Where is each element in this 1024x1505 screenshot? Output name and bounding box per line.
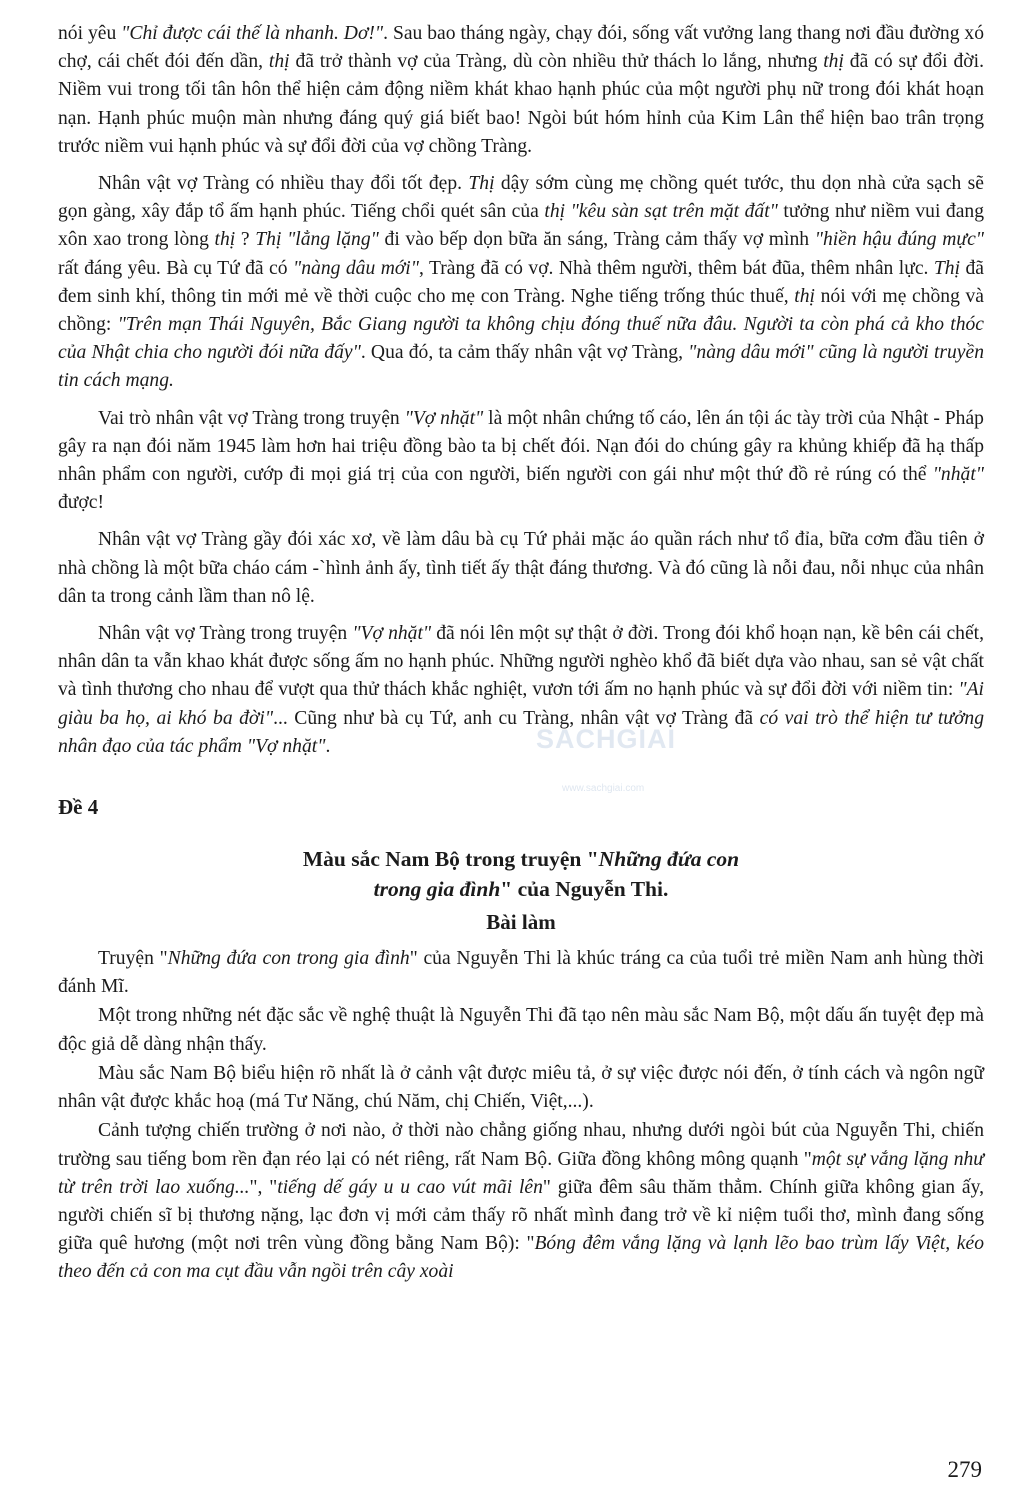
text-run: đã có sự đổi đời. Niềm vui trong tối tân hôn thể hiện cảm động niềm khát khao hạnh phúc của một người phụ nữ trong đói khát hoạn nạn. Hạnh phúc muộn màn nhưng đáng quý giá biết bao! Ngòi bút hóm hỉnh của Kim Lân thể hiện bao trân trọng trước niềm vui hạnh phúc và sự đổi đời của vợ chồng Tràng.: [58, 51, 984, 157]
italic-run: Thị "lẳng lặng": [255, 229, 379, 251]
italic-run: có vai trò thể hiện tư tưởng nhân đạo của tác phẩm "Vợ nhặt": [58, 707, 984, 757]
text-run: Một trong những nét đặc sắc về nghệ thuật là Nguyễn Thi đã tạo nên màu sắc Nam Bộ, một dấu ấn tuyệt đẹp mà độc giả dễ dàng nhận thấy.: [58, 1005, 984, 1055]
italic-run: "Ai giàu ba họ, ai khó ba đời": [58, 679, 984, 729]
italic-run: "Vợ nhặt": [404, 407, 484, 429]
text-run: , Tràng đã có vợ. Nhà thêm người, thêm bát đũa, thêm nhân lực.: [418, 257, 934, 279]
italic-run: "hiền hậu đúng mực": [814, 229, 985, 251]
text-run: ... Cũng như bà cụ Tứ, anh cu Tràng, nhân vật vợ Tràng đã: [273, 707, 760, 729]
essay-subtitle: Bài làm: [486, 910, 556, 935]
paragraph: [58, 945, 984, 1001]
paragraph: [58, 1002, 984, 1058]
text-run: Nhân vật vợ Tràng trong truyện: [98, 623, 353, 645]
italic-run: "Trên mạn Thái Nguyên, Bắc Giang người ta không chịu đóng thuế nữa đâu. Người ta còn phá cả kho thóc của Nhật chia cho người đói nữa đấy": [58, 314, 984, 364]
paragraph: [58, 20, 984, 161]
essay-title: [58, 844, 984, 904]
text-run: Màu sắc Nam Bộ biểu hiện rõ nhất là ở cảnh vật được miêu tả, ở sự việc được nói đến, ở tính cách và ngôn ngữ nhân vật được khắc hoạ (má Tư Năng, chú Năm, chị Chiến, Việt,...).: [58, 1062, 984, 1113]
text-run: dậy sớm cùng mẹ chồng quét tước, thu dọn nhà cửa sạch sẽ gọn gàng, xây đắp tổ ấm hạnh phúc. Tiếng chổi quét sân của: [58, 173, 985, 223]
italic-run: thị: [794, 285, 815, 307]
essay-title-line-2: trong gia đình" của Nguyễn Thi.: [373, 877, 669, 902]
paragraph: [58, 1117, 984, 1286]
page-content: [58, 20, 984, 1288]
italic-run: tiếng dế gáy u u cao vút mãi lên: [277, 1176, 543, 1198]
italic-run: Thị: [468, 173, 495, 195]
paragraph: [58, 526, 984, 611]
watermark-logo: SACHGIAI: [536, 724, 677, 754]
text-run: rất đáng yêu. Bà cụ Tứ đã có: [58, 257, 293, 279]
paragraph: [58, 170, 984, 396]
text-run: đi vào bếp dọn bữa ăn sáng, Tràng cảm thấy vợ mình: [378, 229, 815, 251]
paragraph: [58, 1060, 984, 1116]
italic-run: thị: [268, 51, 290, 73]
page-number: 279: [947, 1457, 982, 1482]
text-run: . Qua đó, ta cảm thấy nhân vật vợ Tràng,: [360, 342, 689, 364]
text-run: ?: [235, 229, 256, 251]
italic-run: một sự vắng lặng như từ trên trời lao xuống...: [58, 1148, 984, 1198]
text-run: ", ": [249, 1176, 278, 1198]
text-run: đã trở thành vợ của Tràng, dù còn nhiều thử thách lo lắng, nhưng: [289, 51, 824, 73]
text-run: Nhân vật vợ Tràng có nhiều thay đổi tốt đẹp.: [98, 173, 469, 195]
italic-run: "Chỉ được cái thế là nhanh. Dơ!": [121, 23, 384, 44]
italic-run: "nhặt": [932, 464, 984, 486]
watermark-url: www.sachgiai.com: [562, 783, 645, 794]
italic-run: "nàng dâu mới": [293, 257, 419, 279]
text-run: được!: [58, 492, 104, 514]
italic-run: thị: [823, 51, 844, 73]
text-run: Nhân vật vợ Tràng gầy đói xác xơ, về làm dâu bà cụ Tứ phải mặc áo quần rách như tổ đỉa, bữa cơm đầu tiên ở nhà chồng là một bữa cháo cám -`hình ảnh ấy, tình tiết ấy thật đáng thương. Và đó cũng là nỗi đau, nỗi nhục của nhân dân ta trong cảnh lầm than nô lệ.: [58, 529, 984, 607]
italic-run: thị: [214, 229, 236, 251]
body-text-bottom: [58, 945, 984, 1286]
paragraph: [58, 620, 984, 761]
italic-run: Những đứa con trong gia đình: [167, 948, 410, 970]
text-run: nói với mẹ chồng và chồng:: [58, 285, 984, 336]
essay-title-line-1: Màu sắc Nam Bộ trong truyện "Những đứa con: [302, 847, 740, 872]
text-run: . Sau bao tháng ngày, chạy đói, sống vất vưởng lang thang nơi đầu đường xó chợ, cái chết đói đến dần,: [58, 23, 985, 73]
italic-run: thị "kêu sàn sạt trên mặt đất": [544, 201, 778, 223]
paragraph: [58, 405, 984, 518]
text-run: đã đem sinh khí, thông tin mới mẻ về thời cuộc cho mẹ con Tràng. Nghe tiếng trống thúc thuế,: [58, 257, 984, 307]
text-run: tưởng như niềm vui đang xôn xao trong lòng: [58, 201, 985, 251]
italic-run: Bóng đêm vắng lặng và lạnh lẽo bao trùm lấy Việt, kéo theo đến cả con ma cụt đầu vẫn ngồi trên cây xoài: [58, 1233, 984, 1283]
italic-run: "nàng dâu mới" cũng là người truyền tin cách mạng.: [58, 342, 985, 392]
text-run: " của Nguyễn Thi là khúc tráng ca của tuổi trẻ miền Nam anh hùng thời đánh Mĩ.: [58, 948, 984, 998]
section-label: Đề 4: [58, 795, 99, 820]
italic-run: Thị: [933, 257, 961, 279]
text-run: Vai trò nhân vật vợ Tràng trong truyện: [98, 407, 405, 429]
body-text-top: [58, 20, 984, 761]
text-run: .: [325, 735, 331, 757]
text-run: " giữa đêm sâu thăm thẳm. Chính giữa không gian ấy, người chiến sĩ bị thương nặng, lạc đơn vị mới cảm thấy rõ nhất mình đang trở về kỉ niệm tuổi thơ, mình đang sống giữa quê hương (một nơi trên vùng đồng bằng Nam Bộ): ": [58, 1176, 984, 1255]
text-run: là một nhân chứng tố cáo, lên án tội ác tày trời của Nhật - Pháp gây ra nạn đói năm 1945 làm hơn hai triệu đồng bào ta bị chết đói. Nạn đói do chúng gây ra khủng khiếp đã hạ thấp nhân phẩm con người, cướp đi mọi giá trị của con người, biến người con gái như một thứ đồ rẻ rúng có thể: [58, 407, 984, 486]
text-run: đã nói lên một sự thật ở đời. Trong đói khổ hoạn nạn, kề bên cái chết, nhân dân ta vẫn khao khát được sống ấm no hạnh phúc. Những người nghèo khổ đã biết dựa vào nhau, san sẻ vật chất và tình thương cho nhau để vượt qua thử thách khắc nghiệt, vươn tới ấm no hạnh phúc và sự đổi đời với niềm tin:: [58, 623, 984, 701]
italic-run: "Vợ nhặt": [352, 623, 432, 645]
text-run: Truyện ": [98, 948, 168, 970]
text-run: Cảnh tượng chiến trường ở nơi nào, ở thời nào chẳng giống nhau, nhưng dưới ngòi bút của Nguyễn Thi, chiến trường sau tiếng bom rền đạn réo lại có nét riêng, rất Nam Bộ. Giữa đồng không mông quạnh ": [58, 1120, 984, 1170]
text-run: nói yêu: [58, 23, 122, 44]
